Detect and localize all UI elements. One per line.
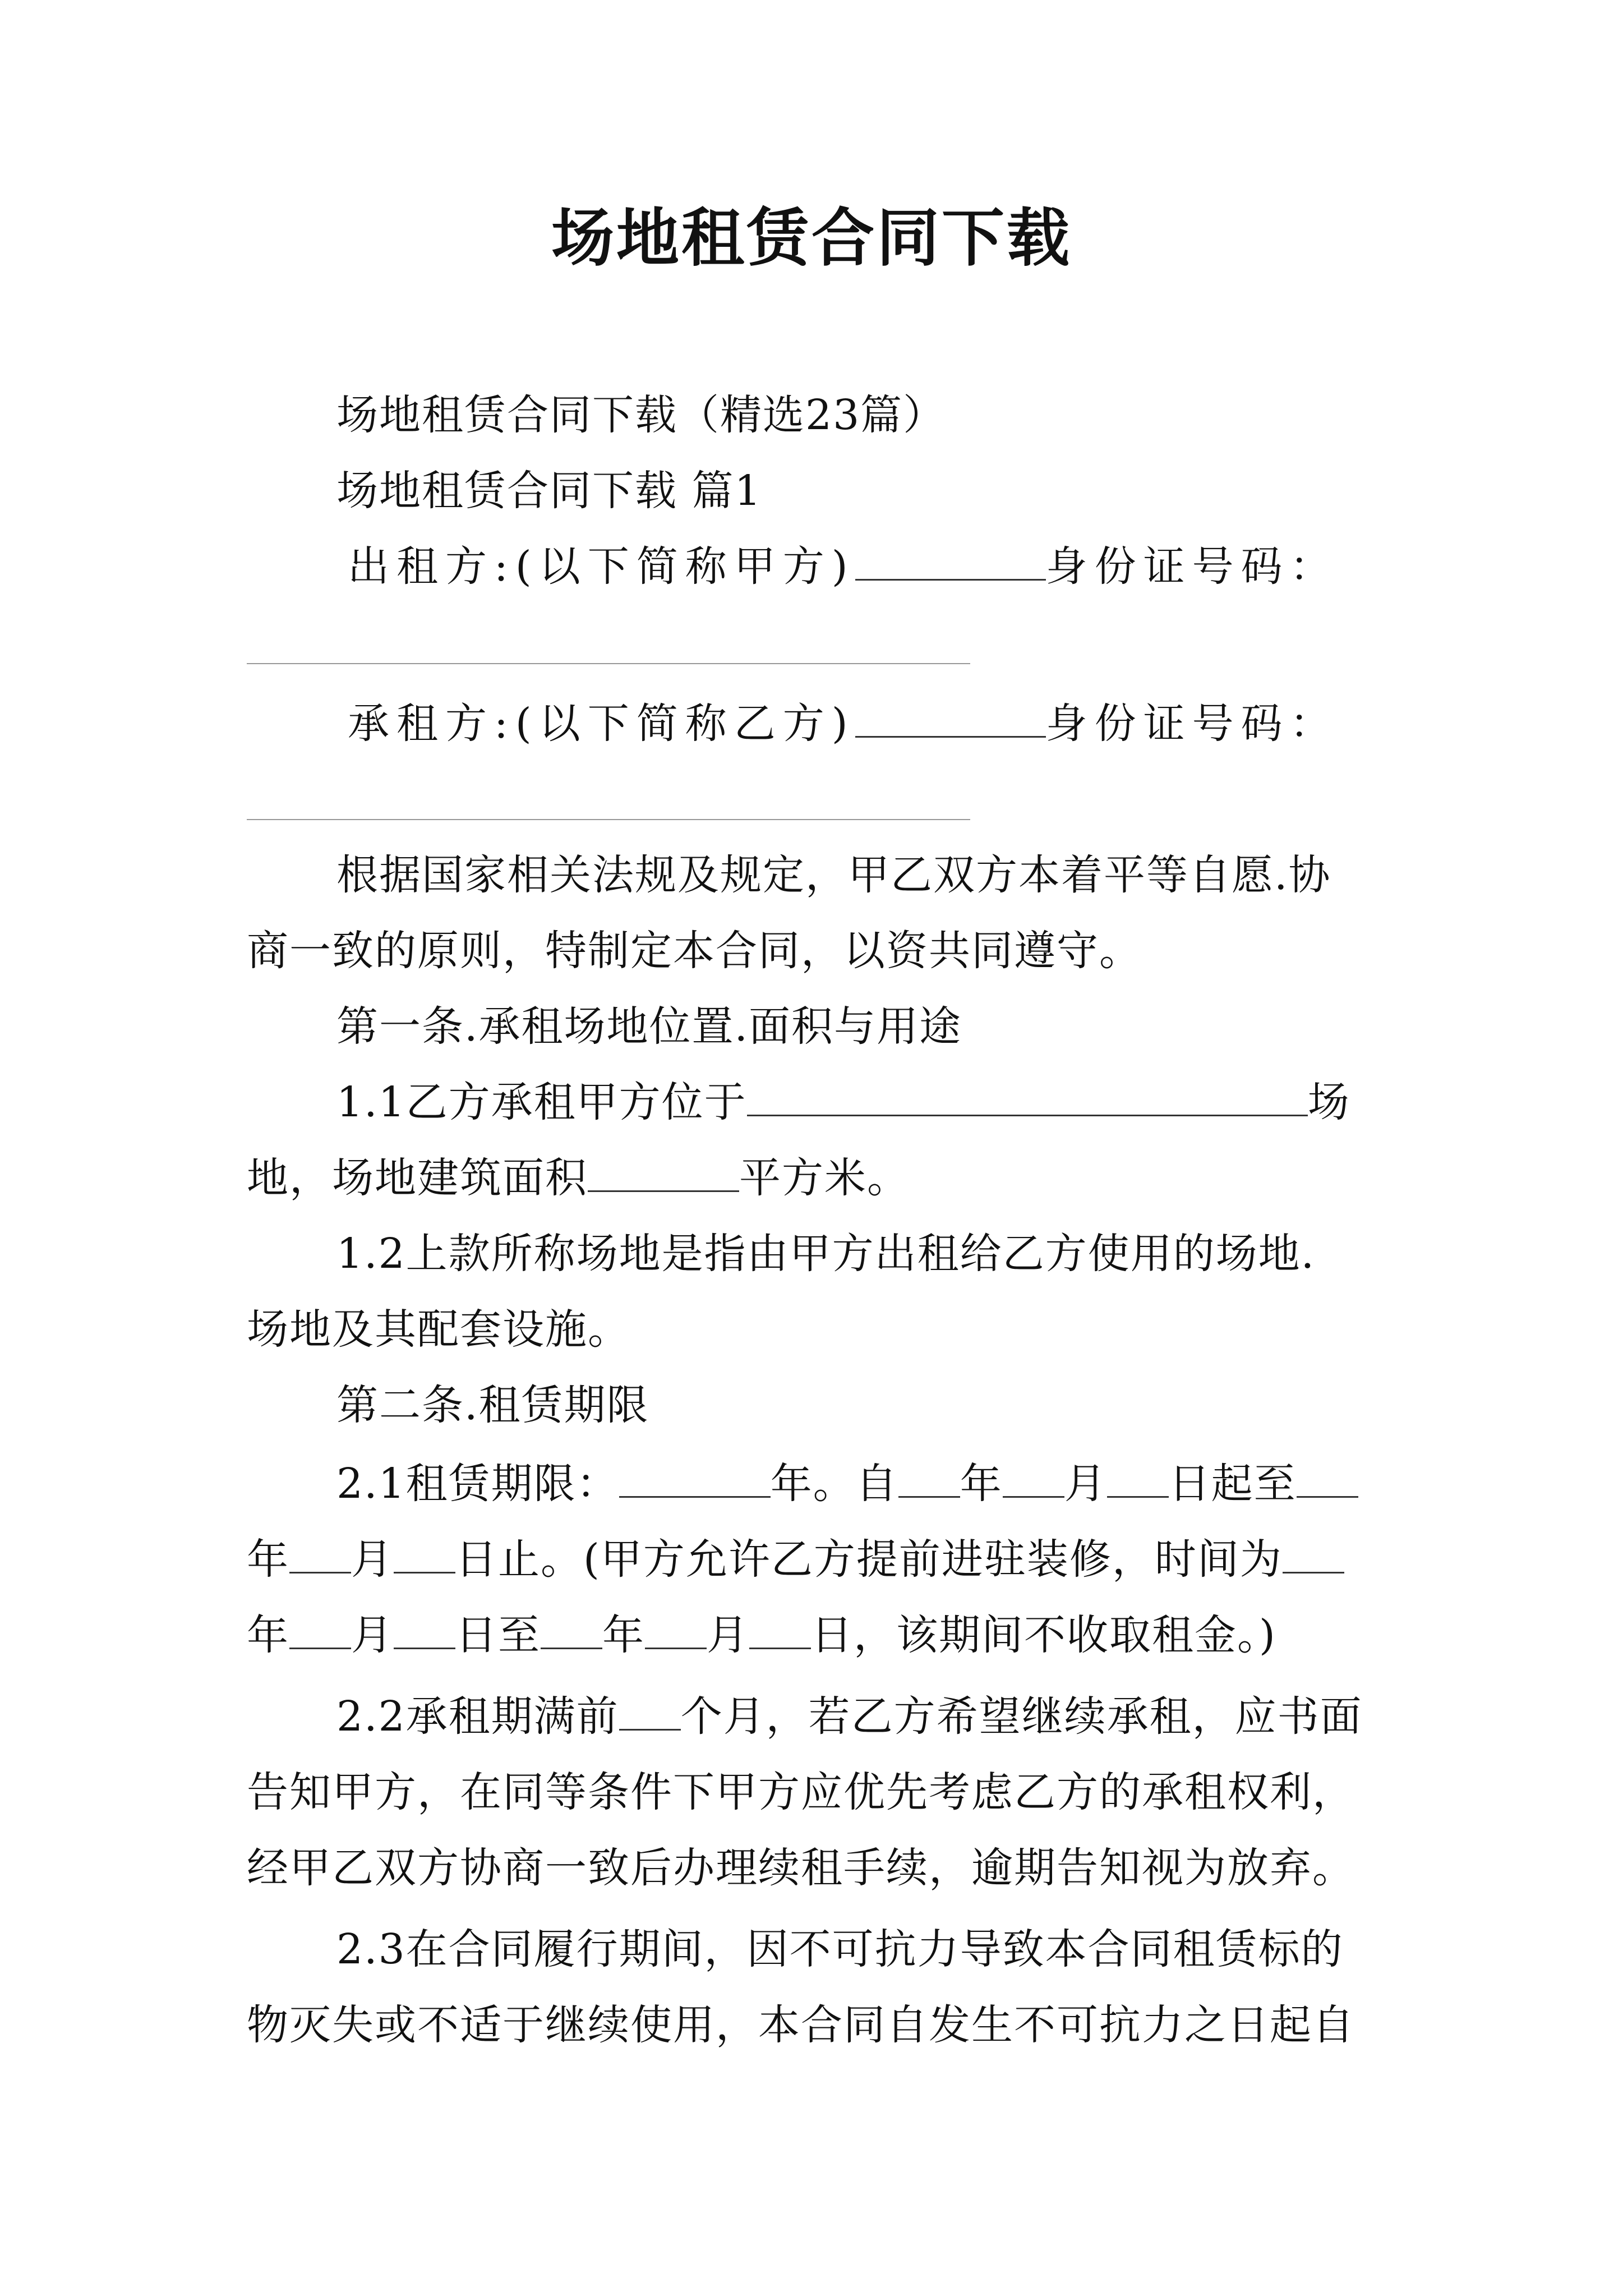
clause-1-2-line-2: 场地及其配套设施。 — [247, 1305, 630, 1354]
article-2-heading: 第二条.租赁期限 — [336, 1381, 649, 1429]
section-heading: 场地租赁合同下载 篇1 — [336, 467, 762, 515]
clause-2-3-line-1: 2.3在合同履行期间，因不可抗力导致本合同租赁标的 — [336, 1925, 1344, 1973]
clause-2-3-line-2: 物灭失或不适于继续使用，本合同自发生不可抗力之日起自 — [247, 2001, 1355, 2049]
clause-2-1-text: 日，该期间不收取租金。) — [811, 1611, 1276, 1659]
lessee-name-blank — [855, 701, 1046, 738]
clause-2-1-text: 日起至 — [1168, 1460, 1297, 1508]
clause-2-2-text: 个月，若乙方希望继续承租，应书面 — [680, 1692, 1363, 1741]
clause-2-1-text: 年 — [247, 1611, 289, 1659]
clause-1-1-text: 1.1乙方承租甲方位于 — [336, 1078, 747, 1126]
area-blank — [588, 1156, 739, 1192]
clause-1-2-line-1: 1.2上款所称场地是指由甲方出租给乙方使用的场地. — [336, 1230, 1316, 1278]
term-years-blank — [619, 1461, 771, 1498]
lessor-name-blank — [855, 544, 1046, 581]
clause-2-2-line-1 — [336, 1688, 1363, 1745]
intro-line-1: 根据国家相关法规及规定，甲乙双方本着平等自愿.协 — [336, 851, 1331, 899]
document-title: 场地租赁合同下载 — [551, 201, 1072, 275]
fitout-end-day-blank — [749, 1613, 811, 1649]
end-day-blank — [394, 1537, 455, 1573]
clause-1-1-line-2 — [247, 1150, 910, 1206]
clause-1-1-text: 场 — [1307, 1078, 1350, 1126]
article-1-heading: 第一条.承租场地位置.面积与用途 — [336, 1002, 962, 1051]
fitout-end-year-blank — [541, 1613, 602, 1649]
fitout-start-month-blank — [289, 1613, 351, 1649]
lessee-label: 承租方:(以下简称乙方) — [348, 700, 855, 748]
lessor-label: 出租方:(以下简称甲方) — [348, 542, 855, 591]
lessee-line — [348, 696, 1339, 752]
clause-2-1-text: 月 — [1064, 1460, 1107, 1508]
end-month-blank — [289, 1537, 351, 1573]
lessor-line — [348, 539, 1339, 595]
fitout-end-month-blank — [645, 1613, 707, 1649]
clause-2-2-line-2: 告知甲方，在同等条件下甲方应优先考虑乙方的承租权利， — [247, 1768, 1355, 1816]
fitout-start-year-blank — [1283, 1537, 1344, 1573]
clause-2-2-line-3: 经甲乙双方协商一致后办理续租手续，逾期告知视为放弃。 — [247, 1844, 1355, 1892]
lessor-id-label: 身份证号码： — [1045, 542, 1339, 591]
clause-2-1-text: 日止。(甲方允许乙方提前进驻装修，时间为 — [455, 1535, 1283, 1584]
end-year-blank — [1297, 1461, 1358, 1498]
intro-line-2: 商一致的原则，特制定本合同，以资共同遵守。 — [247, 927, 1142, 975]
start-month-blank — [1003, 1461, 1064, 1498]
start-year-blank — [898, 1461, 960, 1498]
clause-2-1-text: 月 — [351, 1611, 394, 1659]
lessee-id-blank — [247, 819, 970, 820]
clause-2-1-text: 年 — [960, 1460, 1003, 1508]
clause-2-1-text: 年 — [602, 1611, 645, 1659]
clause-2-1-text: 月 — [351, 1535, 394, 1584]
clause-2-1-text: 年。自 — [770, 1460, 898, 1508]
lessor-id-blank — [247, 663, 970, 664]
clause-2-1-line-2 — [247, 1531, 1344, 1588]
clause-2-1-text: 2.1租赁期限： — [336, 1460, 619, 1508]
clause-2-1-text: 月 — [707, 1611, 749, 1659]
clause-2-1-line-3 — [247, 1607, 1276, 1663]
clause-2-1-line-1 — [336, 1456, 1358, 1512]
clause-1-1-line-1 — [336, 1074, 1350, 1130]
document-subtitle: 场地租赁合同下载（精选23篇） — [336, 391, 946, 439]
clause-2-1-text: 年 — [247, 1535, 289, 1584]
notice-months-blank — [619, 1694, 681, 1731]
clause-2-1-text: 日至 — [455, 1611, 541, 1659]
clause-2-2-text: 2.2承租期满前 — [336, 1692, 619, 1741]
start-day-blank — [1107, 1461, 1169, 1498]
fitout-start-day-blank — [394, 1613, 455, 1649]
location-blank — [747, 1080, 1308, 1116]
lessee-id-label: 身份证号码： — [1045, 700, 1339, 748]
clause-1-1-text: 平方米。 — [739, 1154, 910, 1202]
clause-1-1-text: 地，场地建筑面积 — [247, 1154, 588, 1202]
